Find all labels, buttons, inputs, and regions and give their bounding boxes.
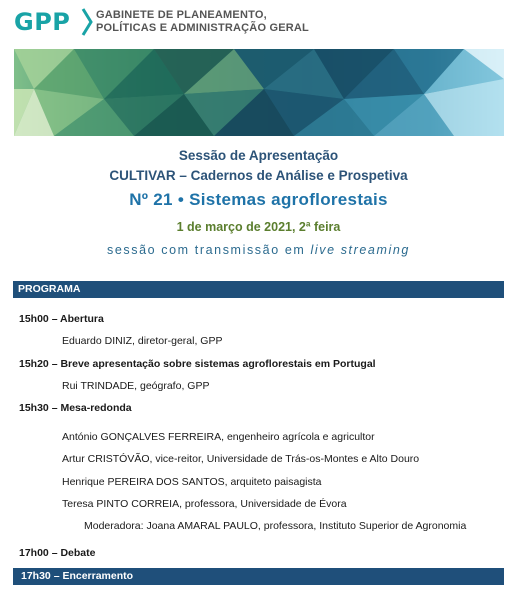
streaming-emphasis: live streaming (310, 243, 410, 257)
streaming-prefix: sessão com transmissão em (107, 243, 311, 257)
organization-name (96, 9, 309, 35)
agenda-time-abertura: 15h00 – Abertura (19, 313, 104, 325)
chevron-right-icon (81, 7, 93, 37)
event-title-block (0, 146, 517, 261)
event-date: 1 de março de 2021, 2ª feira (176, 220, 341, 234)
org-name-line-1: GABINETE DE PLANEAMENTO, (96, 9, 267, 21)
org-name-line-2: POLÍTICAS E ADMINISTRAÇÃO GERAL (96, 22, 309, 34)
streaming-note (0, 239, 517, 261)
gpp-logo: GPP (14, 8, 71, 36)
panel-member: Artur CRISTÓVÃO, vice-reitor, Universidade de Trás-os-Montes e Alto Douro (62, 453, 420, 465)
agenda-time-apresentacao: 15h20 – Breve apresentação sobre sistemas agroflorestais em Portugal (19, 358, 376, 370)
panel-member: Teresa PINTO CORREIA, professora, Universidade de Évora (62, 498, 347, 510)
publication-title: CULTIVAR – Cadernos de Análise e Prospetiva (109, 168, 408, 183)
page-header (14, 0, 504, 45)
agenda-time-debate: 17h00 – Debate (19, 547, 96, 559)
moderator: Moderadora: Joana AMARAL PAULO, professora, Instituto Superior de Agronomia (84, 520, 467, 532)
programa-header: PROGRAMA (13, 281, 504, 298)
panel-member: Henrique PEREIRA DOS SANTOS, arquiteto paisagista (62, 476, 322, 488)
session-title: Sessão de Apresentação (178, 148, 339, 163)
agenda-speaker: Eduardo DINIZ, diretor-geral, GPP (62, 335, 223, 347)
agenda-speaker: Rui TRINDADE, geógrafo, GPP (62, 380, 210, 392)
panel-member: António GONÇALVES FERREIRA, engenheiro agrícola e agricultor (62, 431, 375, 443)
issue-title: Nº 21 • Sistemas agroflorestais (129, 190, 388, 209)
banner-image (14, 49, 504, 136)
agenda-time-mesa-redonda: 15h30 – Mesa-redonda (19, 402, 132, 414)
agenda-time-encerramento: 17h30 – Encerramento (13, 568, 504, 585)
